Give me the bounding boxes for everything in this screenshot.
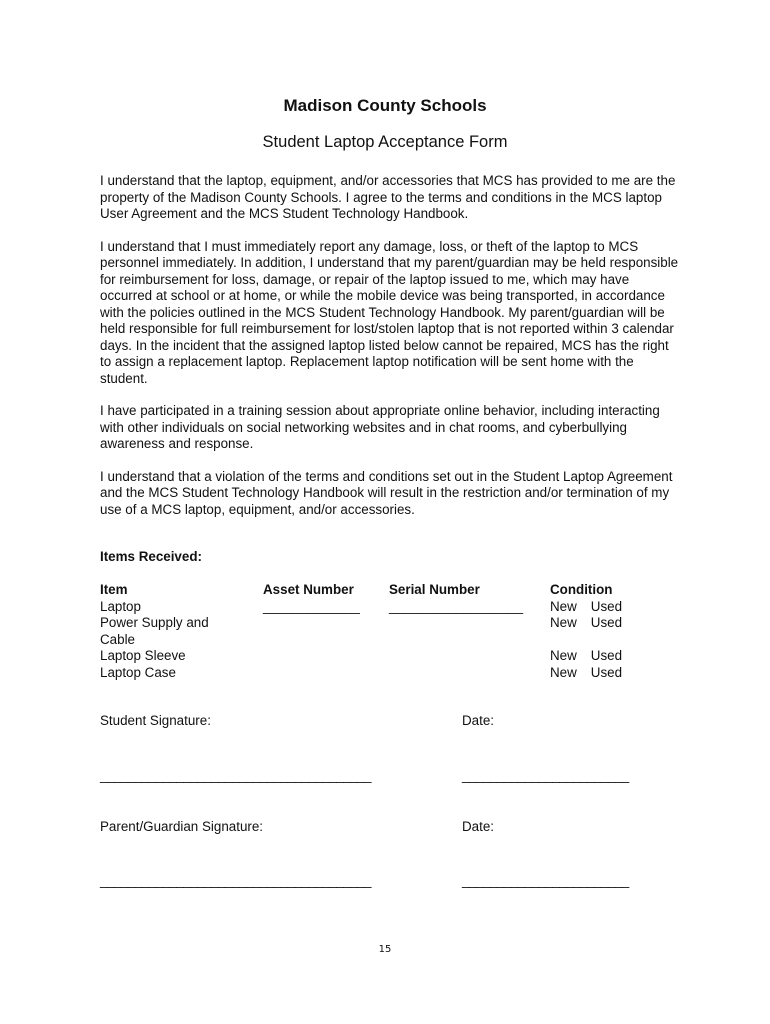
serial-column — [389, 582, 523, 615]
parent-date-line[interactable]: ________________________ — [462, 873, 629, 888]
condition-used-option[interactable]: Used — [590, 598, 623, 614]
items-received-heading: Items Received: — [100, 549, 202, 564]
page-title: Madison County Schools — [283, 96, 487, 115]
parent-date-label: Date: — [462, 819, 495, 834]
condition-spacer — [550, 632, 622, 649]
page-number: 15 — [378, 944, 392, 955]
condition-row-power-supply — [550, 615, 622, 632]
parent-signature-line[interactable]: _______________________________________ — [100, 873, 371, 888]
paragraph-property: I understand that the laptop, equipment, and/or accessories that MCS has provided to me are the property of the Madison County Schools. I agree to the terms and conditions in the MCS laptop User Agreement and the MCS Student Technology Handbook. — [100, 173, 676, 221]
asset-header: Asset Number — [263, 582, 354, 597]
student-date-line[interactable]: ________________________ — [462, 768, 629, 783]
condition-row-sleeve — [550, 648, 622, 665]
student-signature-line[interactable]: _______________________________________ — [100, 768, 371, 783]
item-laptop-sleeve: Laptop Sleeve — [100, 648, 186, 663]
parent-signature-label: Parent/Guardian Signature: — [100, 819, 264, 834]
condition-used-option[interactable]: Used — [590, 648, 623, 663]
item-power-supply: Power Supply and — [100, 615, 209, 630]
form-subtitle: Student Laptop Acceptance Form — [262, 133, 508, 151]
condition-used-option[interactable]: Used — [590, 615, 623, 630]
condition-new-option[interactable]: New — [550, 598, 577, 614]
condition-header: Condition — [550, 582, 613, 597]
condition-new-option[interactable]: New — [550, 664, 577, 680]
item-column — [100, 582, 209, 681]
paragraph-training: I have participated in a training session about appropriate online behavior, including interacting with other individuals on social networking websites and in chat rooms, and cyberbullying awareness and response. — [100, 403, 660, 451]
serial-header: Serial Number — [389, 582, 480, 597]
asset-blank-line[interactable]: _____________ — [263, 598, 360, 614]
item-laptop: Laptop — [100, 598, 141, 614]
condition-column — [550, 582, 622, 681]
student-signature-label: Student Signature: — [100, 713, 211, 728]
condition-row-laptop — [550, 599, 622, 616]
condition-new-option[interactable]: New — [550, 648, 577, 663]
asset-column — [263, 582, 360, 615]
condition-new-option[interactable]: New — [550, 615, 577, 630]
agreement-text — [100, 173, 680, 534]
paragraph-violation: I understand that a violation of the terms and conditions set out in the Student Laptop Agreement and the MCS Student Technology Handbook will result in the restriction and/or termination of my use of a MCS laptop, equipment, and/or accessories. — [100, 468, 673, 517]
student-date-label: Date: — [462, 713, 495, 728]
condition-used-option[interactable]: Used — [590, 664, 623, 680]
item-power-supply-cont: Cable — [100, 631, 135, 647]
condition-row-case — [550, 665, 622, 682]
paragraph-damage-report: I understand that I must immediately report any damage, loss, or theft of the laptop to MCS personnel immediately. In addition, I understand that my parent/guardian may be held responsible for reimbursement for loss, damage, or repair of the laptop issued to me, which may have occurred at school or at home, or while the mobile device was being transported, in accordance with the policies outlined in the MCS Student Technology Handbook. My parent/guardian will be held responsible for full reimbursement for lost/stolen laptop that is not reported within 3 calendar days. In the incident that the assigned laptop listed below cannot be repaired, MCS has the right to assign a replacement laptop. Replacement laptop notification will be sent home with the student. — [100, 238, 679, 386]
item-header: Item — [100, 582, 128, 597]
serial-blank-line[interactable]: __________________ — [389, 598, 524, 614]
item-laptop-case: Laptop Case — [100, 664, 176, 680]
